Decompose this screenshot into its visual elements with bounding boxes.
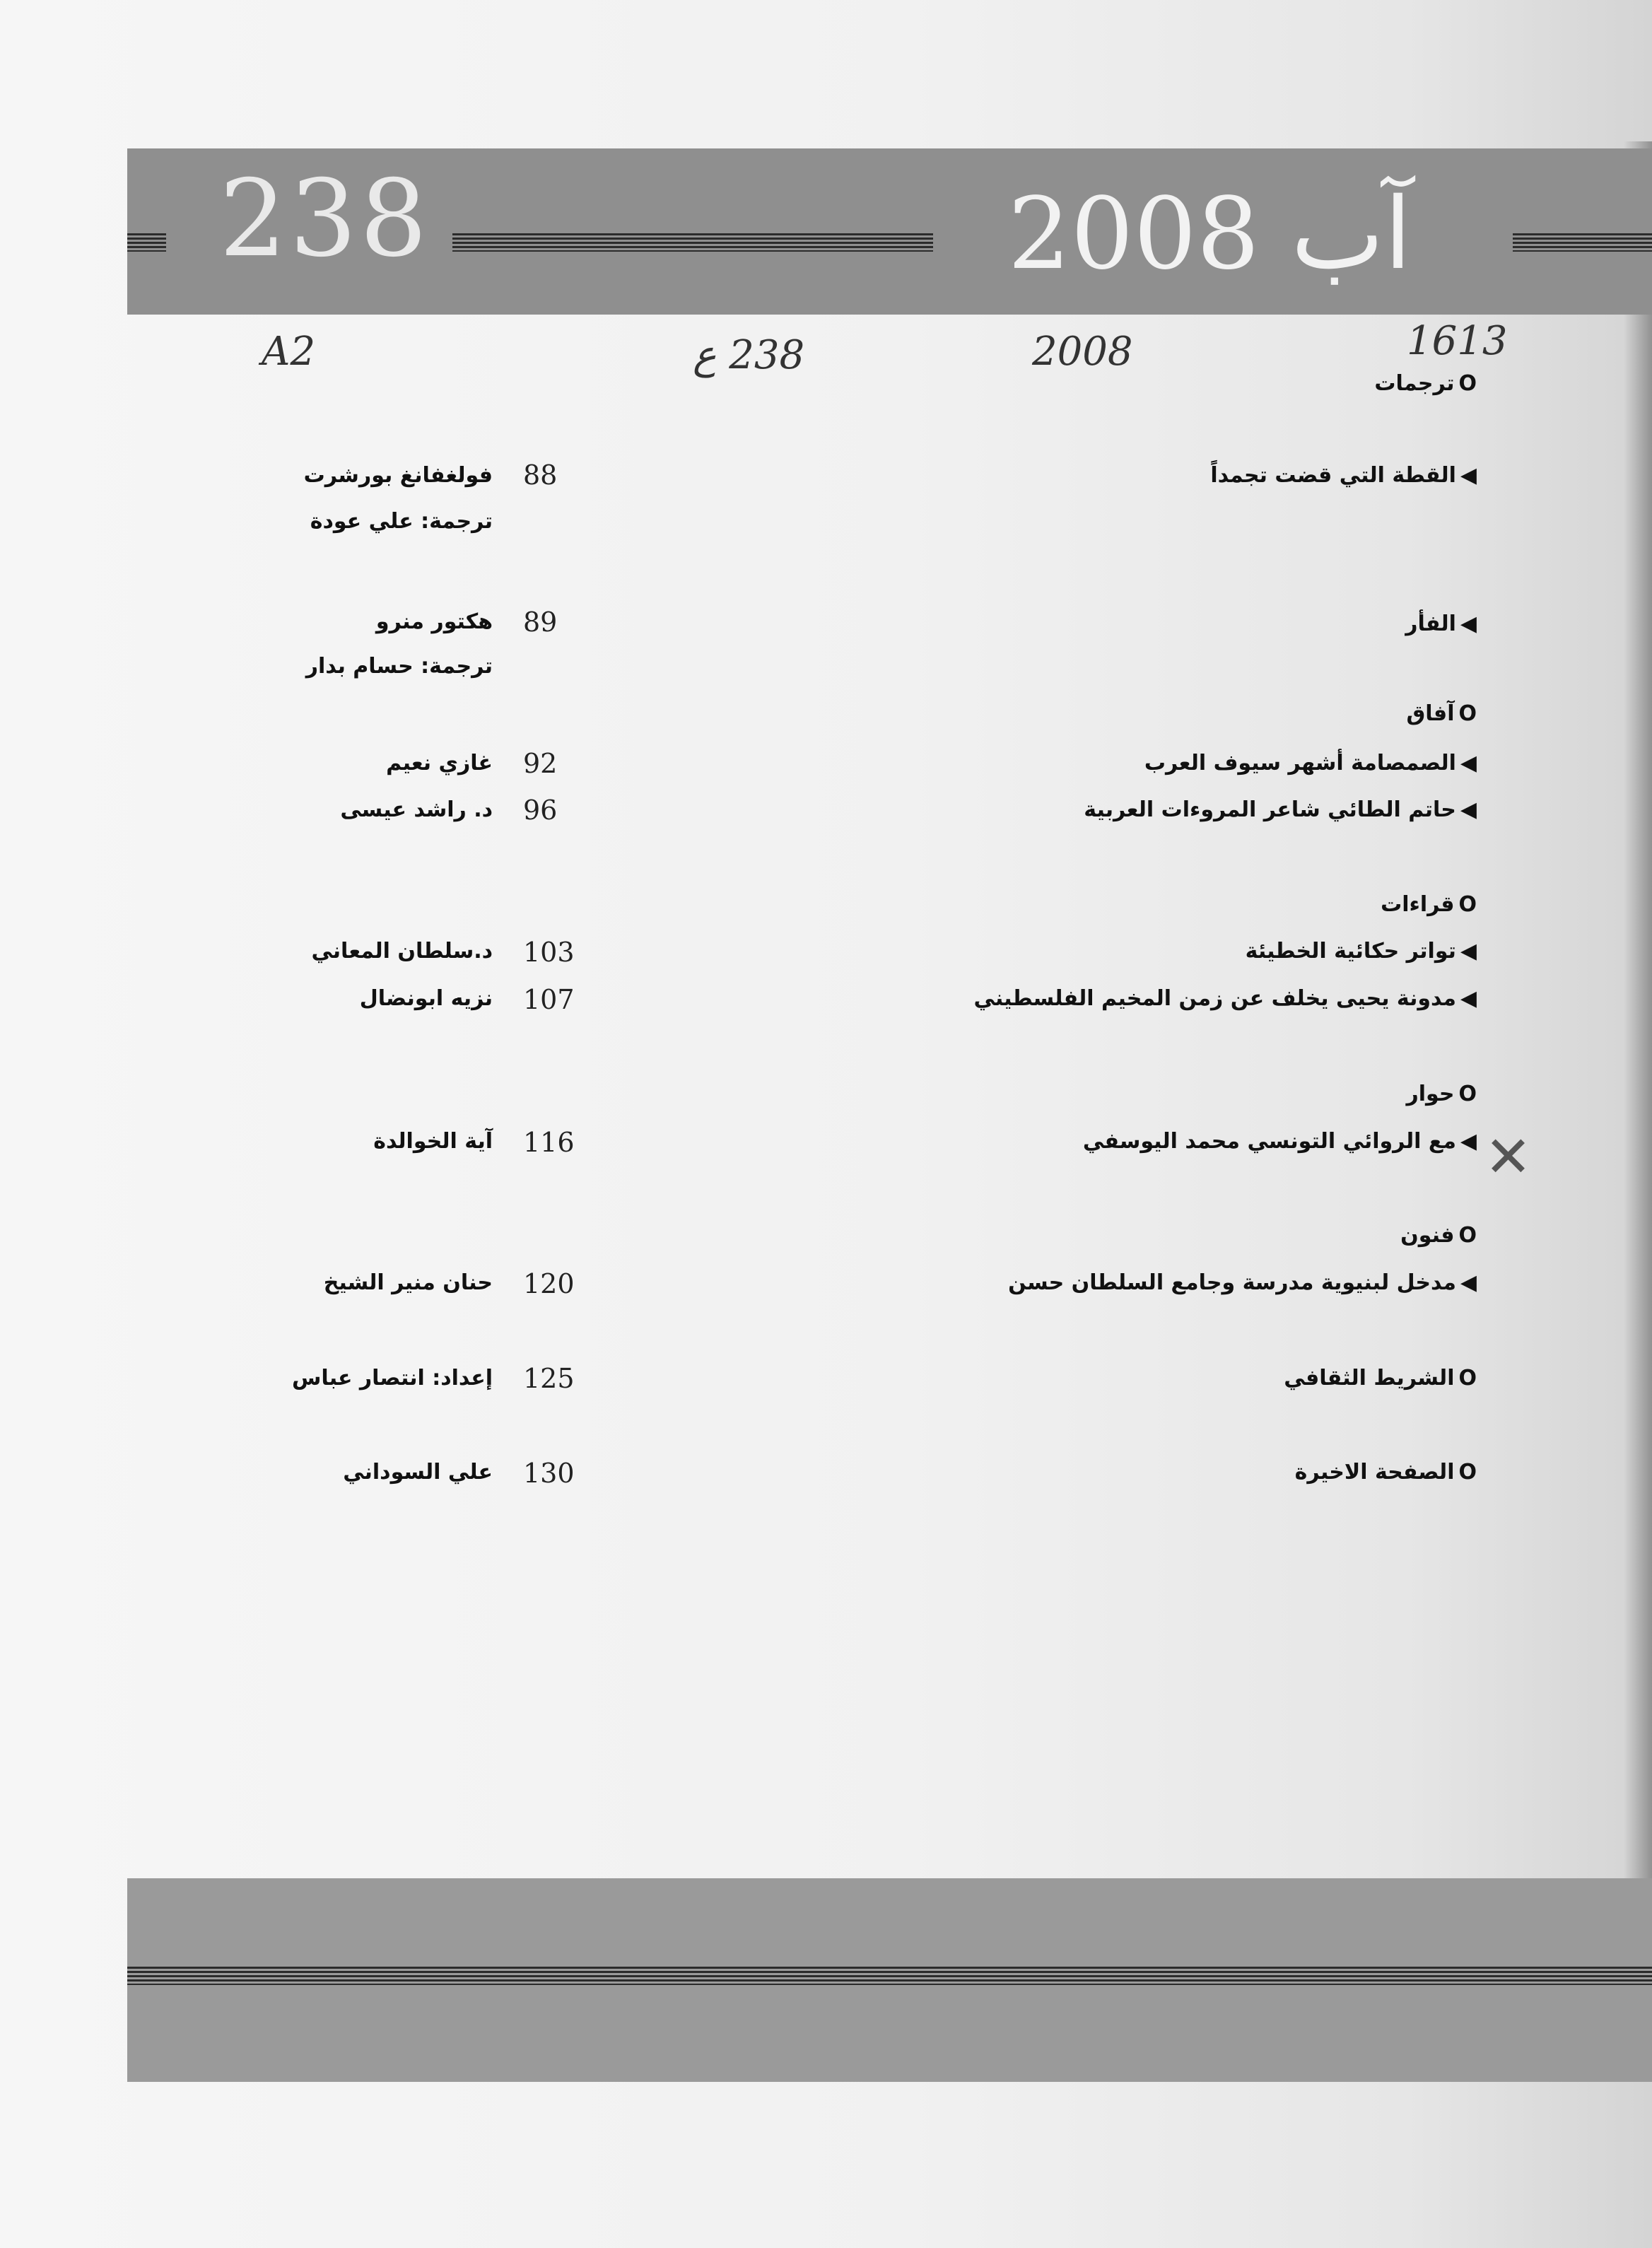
article-author: حنان منير الشيخ [323,1270,493,1295]
article-title: ◀الفأر [1405,611,1477,636]
article-translator: ترجمة: علي عودة [310,509,493,534]
article-title: ◀مدخل لبنيوية مدرسة وجامع السلطان حسن [1008,1270,1477,1295]
section-heading: Oحوار [1406,1082,1477,1106]
article-author: غازي نعيم [386,751,493,775]
article-author: د.سلطان المعاني [311,939,493,964]
page-number: 125 [523,1363,575,1394]
article-author: آية الخوالدة [373,1129,493,1154]
article-author: إعداد: انتصار عباس [292,1366,493,1391]
header-rule-left [127,233,166,252]
handwritten-note-issue: 238 ع [693,332,805,378]
article-title: ◀الصمصامة أشهر سيوف العرب [1144,751,1477,775]
article-title: ◀القطة التي قضت تجمداً [1210,463,1477,488]
margin-x-mark: ✕ [1484,1124,1533,1190]
section-heading: Oترجمات [1374,371,1477,396]
page-number: 103 [523,937,575,968]
article-author: فولغفانغ بورشرت [303,463,493,488]
handwritten-note-left: A2 [262,329,316,375]
page-number: 116 [523,1127,575,1158]
article-title: ◀مدونة يحيى يخلف عن زمن المخيم الفلسطيني [973,986,1477,1011]
header-rule-middle [452,233,933,252]
article-author: نزيه ابونضال [359,986,493,1011]
page-number: 120 [523,1268,575,1299]
handwritten-note-year: 2008 [1032,329,1133,375]
header-rule-right [1513,233,1652,252]
page-number: 96 [523,795,558,826]
issue-date: آب 2008 [1007,177,1412,292]
page-edge-shadow [1624,141,1652,2050]
issue-number: 238 [219,158,430,281]
section-heading: Oقراءات [1381,892,1477,917]
article-title: ◀تواتر حكائية الخطيئة [1245,939,1477,964]
section-heading: Oآفاق [1406,701,1477,726]
article-title: ◀حاتم الطائي شاعر المروءات العربية [1084,797,1477,822]
page-number: 107 [523,984,575,1015]
page-number: 130 [523,1458,575,1489]
footer-rule [127,1967,1652,1985]
page-number: 89 [523,607,558,638]
article-title: ◀مع الروائي التونسي محمد اليوسفي [1082,1129,1477,1154]
page-number: 92 [523,748,558,779]
page-number: 88 [523,459,558,491]
article-author: هكتور منرو [375,609,493,634]
section-heading: Oالصفحة الاخيرة [1294,1460,1477,1485]
article-translator: ترجمة: حسام بدار [305,654,493,679]
section-heading: Oفنون [1400,1223,1477,1248]
article-author: علي السوداني [343,1460,493,1485]
article-author: د. راشد عيسى [340,797,493,822]
handwritten-note-right: 1613 [1407,318,1508,364]
section-heading: Oالشريط الثقافي [1284,1366,1477,1391]
